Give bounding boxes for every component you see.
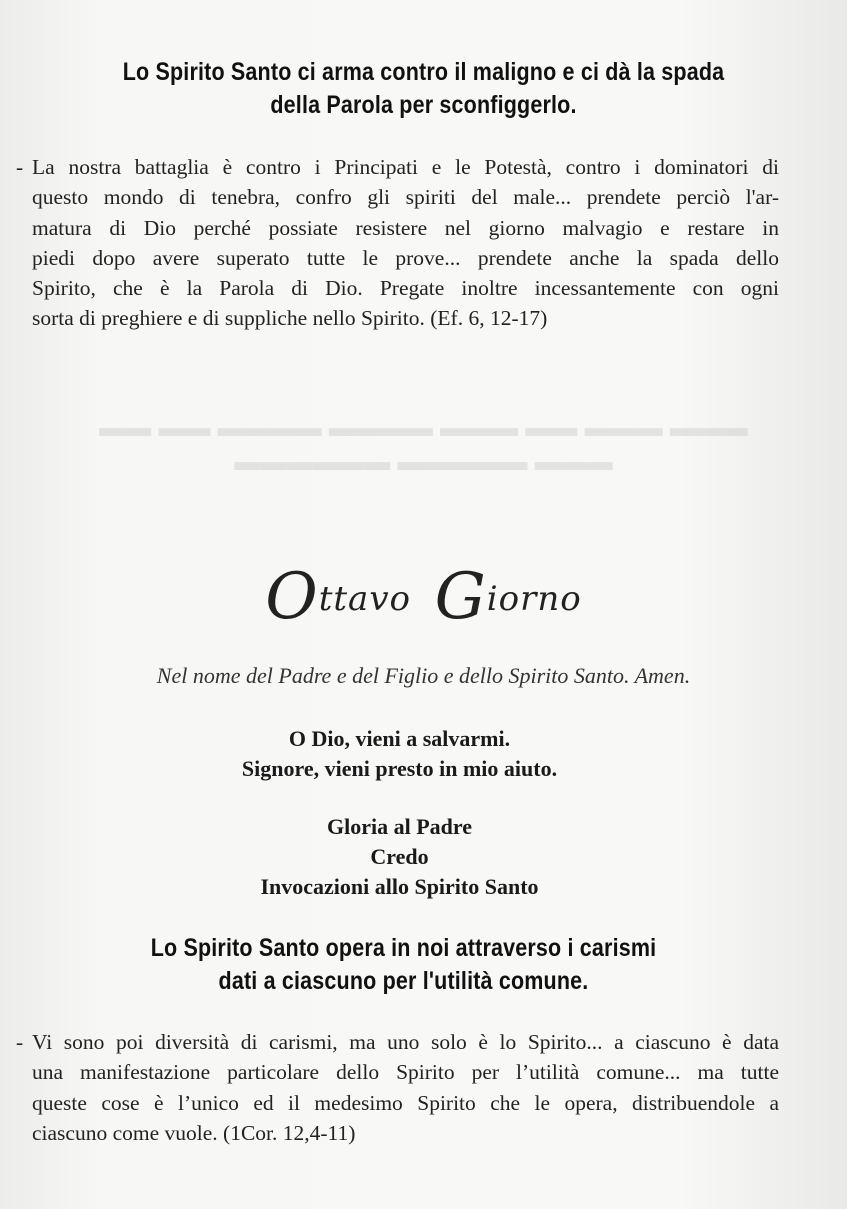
day-title: Ottavo Giorno <box>265 560 582 634</box>
quote-line: piedi dopo avere superato tutte le prove... prendete anche la spada dello <box>32 245 779 270</box>
bleed-through-text: ▬▬▬ ▬▬▬ ▬▬ ▬▬▬ ▬▬▬▬ ▬▬▬▬ ▬▬ ▬▬ ▬▬▬ ▬▬▬▬▬ ▬▬▬▬▬▬ <box>99 412 748 476</box>
opening-line: O Dio, vieni a salvarmi. <box>288 726 511 751</box>
section1-heading <box>76 56 770 122</box>
section1-quote <box>16 152 779 334</box>
section1-heading-line: Lo Spirito Santo ci arma contro il maligno e ci dà la spada <box>122 58 725 86</box>
quote-line: questo mondo di tenebra, confro gli spiriti del male... prendete perciò l'ar- <box>32 185 779 210</box>
section2-heading <box>56 932 750 998</box>
quote-line: sorta di preghiere e di suppliche nello Spirito. (Ef. 6, 12-17) <box>32 306 548 331</box>
prayer-list <box>0 812 799 902</box>
quote-line: - Vi sono poi diversità di carismi, ma uno solo è lo Spirito... a ciascuno è data <box>16 1027 779 1057</box>
prayer-item: Gloria al Padre <box>326 814 473 839</box>
section2-heading-line: dati a ciascuno per l'utilità comune. <box>218 967 589 995</box>
opening-line: Signore, vieni presto in mio aiuto. <box>241 756 558 781</box>
prayer-item: Invocazioni allo Spirito Santo <box>260 874 539 899</box>
quote-line: - La nostra battaglia è contro i Principati e le Potestà, contro i dominatori di <box>16 152 779 182</box>
quote-line: queste cose è l’unico ed il medesimo Spirito che le opera, distribuendole a <box>32 1090 779 1115</box>
quote-line: ciascuno come vuole. (1Cor. 12,4-11) <box>32 1120 356 1145</box>
intro-invocation: Nel nome del Padre e del Figlio e dello Spirito Santo. Amen. <box>156 663 691 688</box>
quote-line: una manifestazione particolare dello Spirito per l’utilità comune... ma tutte <box>32 1060 779 1085</box>
prayer-item: Credo <box>370 844 429 869</box>
section2-heading-line: Lo Spirito Santo opera in noi attraverso i carismi <box>150 934 657 962</box>
section2-quote <box>16 1027 779 1148</box>
quote-line: matura di Dio perché possiate resistere nel giorno malvagio e restare in <box>32 215 779 240</box>
section1-heading-line: della Parola per sconfiggerlo. <box>270 91 577 119</box>
dash-marker: - <box>16 1030 24 1054</box>
dash-marker: - <box>16 155 24 179</box>
opening-prayer <box>0 724 799 784</box>
quote-line: Spirito, che è la Parola di Dio. Pregate inoltre incessantemente con ogni <box>32 276 779 301</box>
